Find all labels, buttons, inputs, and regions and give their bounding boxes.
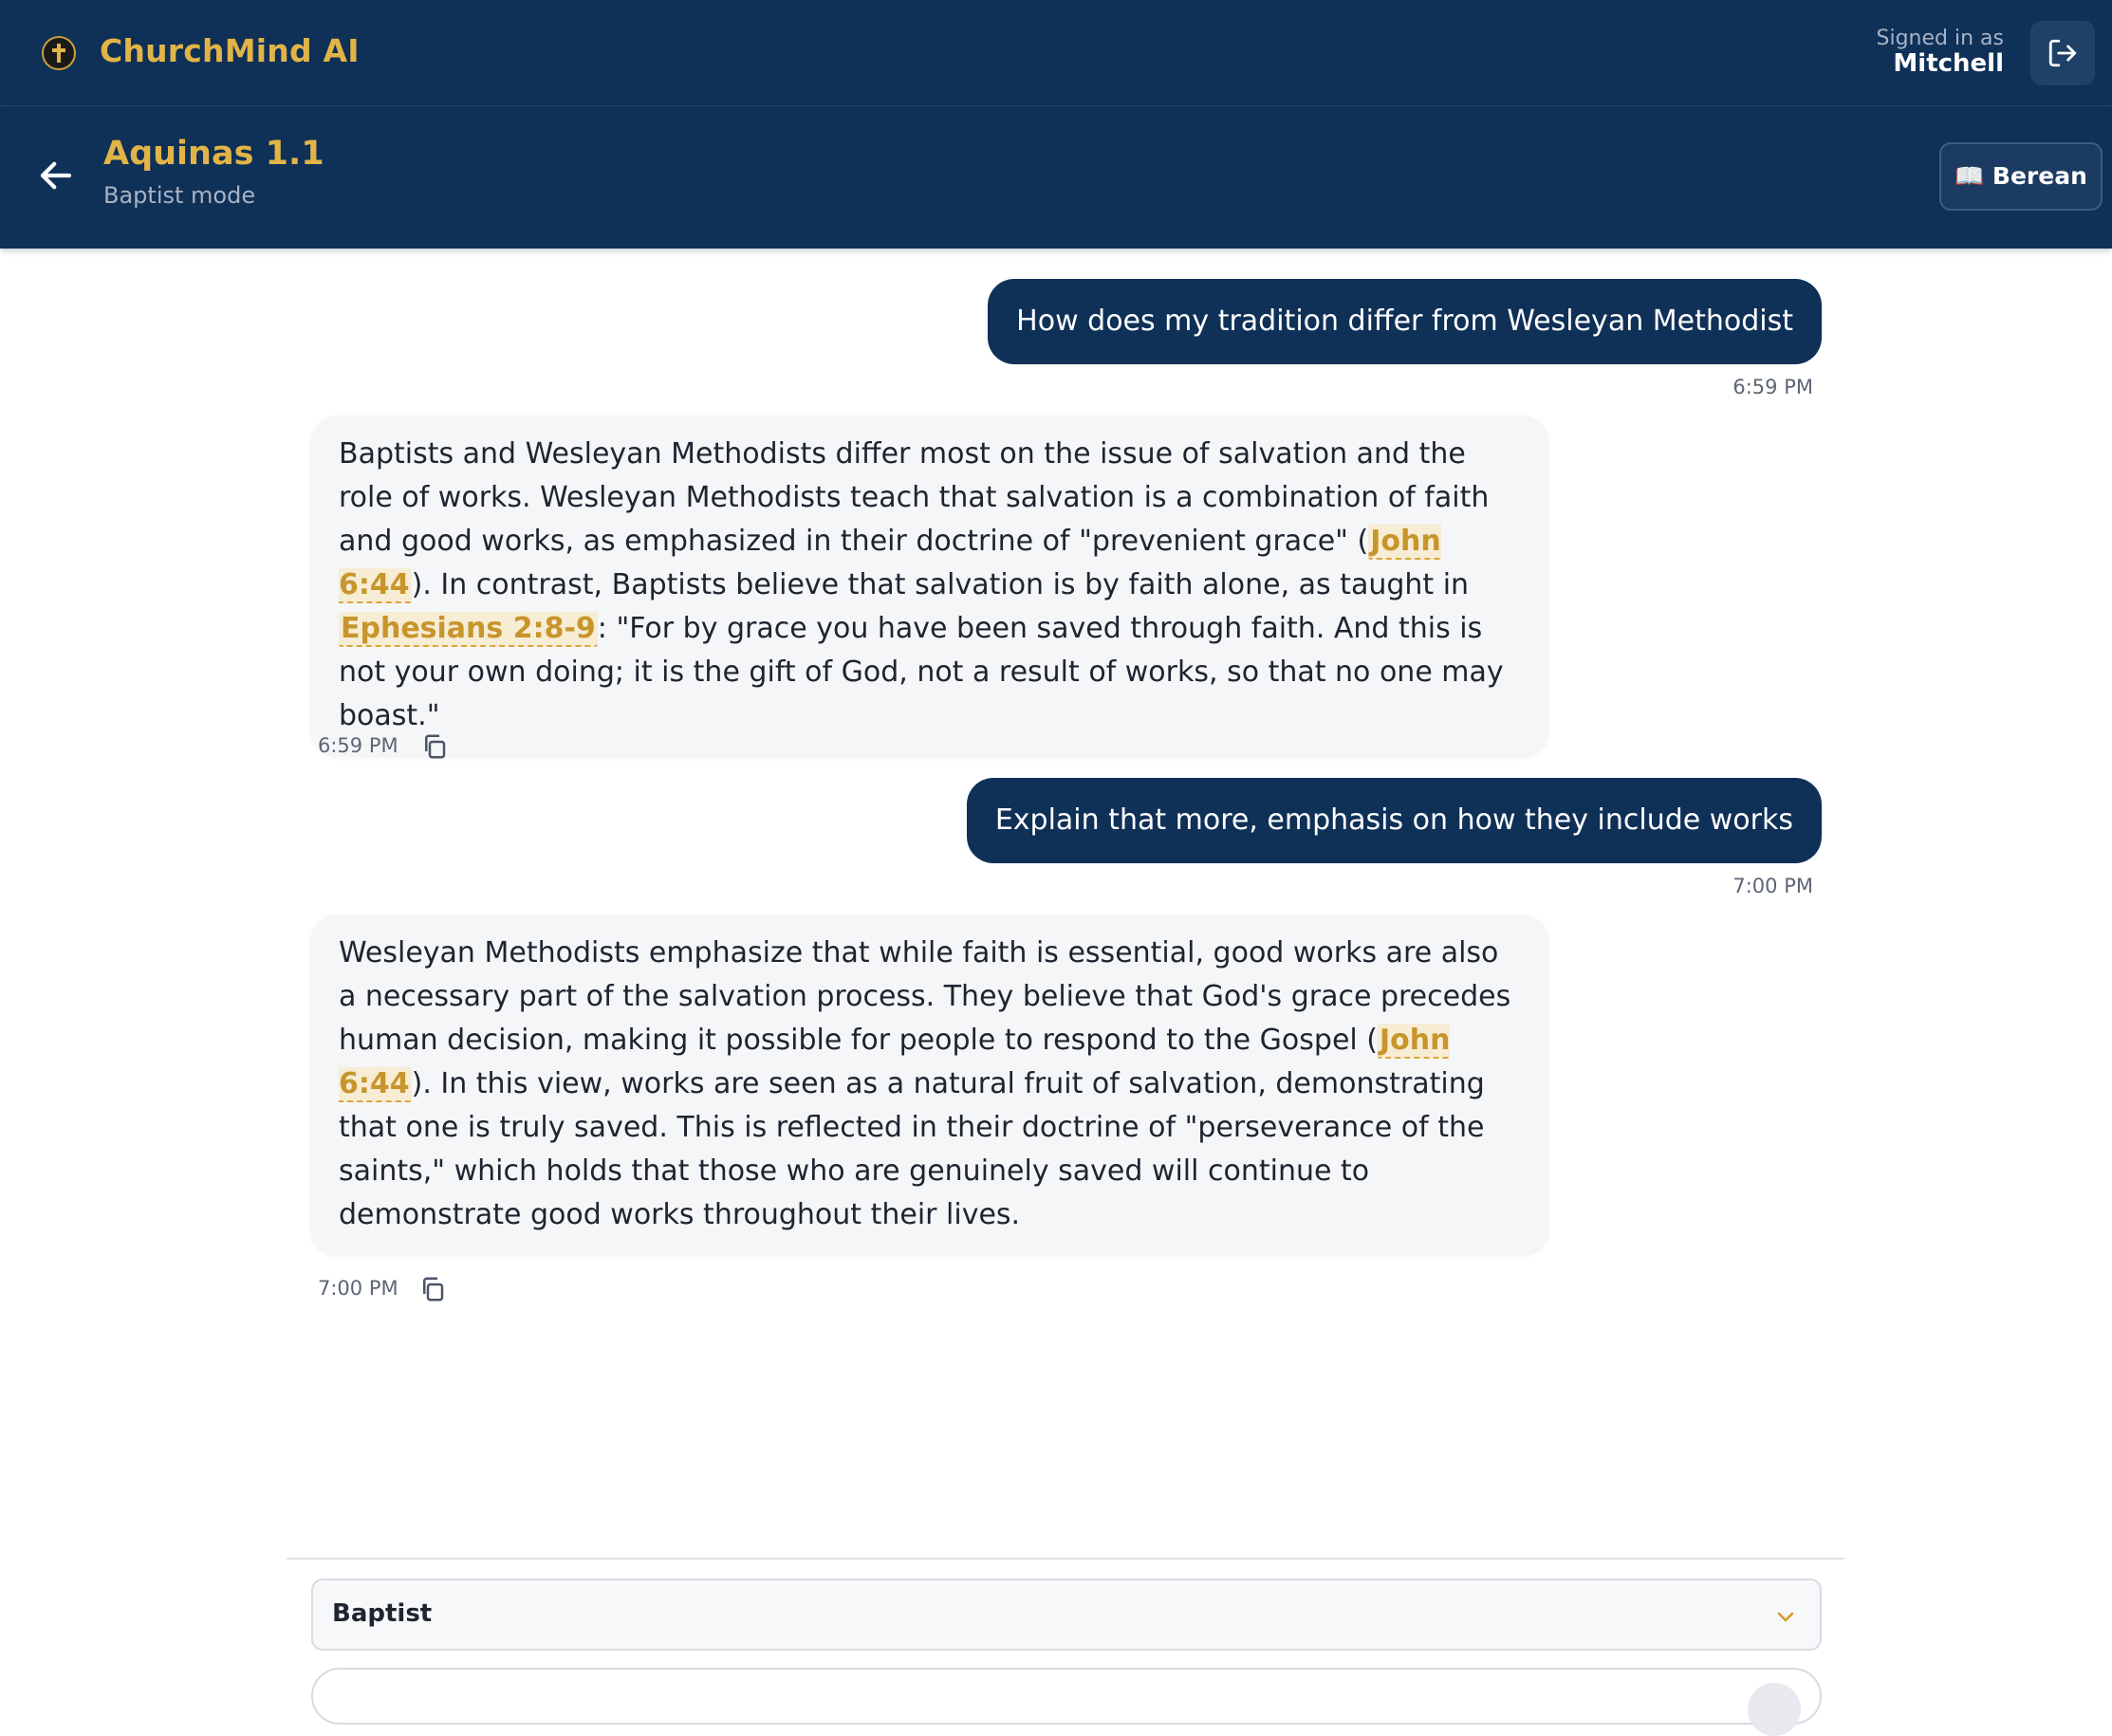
message-input[interactable] — [311, 1668, 1822, 1725]
model-title: Aquinas 1.1 — [103, 135, 324, 173]
scripture-reference[interactable]: John 6:44 — [339, 525, 1441, 601]
back-button[interactable] — [36, 156, 76, 195]
cross-icon — [42, 36, 76, 70]
message-text: Baptists and Wesleyan Methodists differ most on the issue of salvation and the role of works. Wesleyan Methodists teach that salvation is a combination of faith and good works, as emphasized in their doctrine of "prevenient grace" ( — [339, 437, 1490, 558]
logout-icon — [2047, 37, 2079, 69]
user-name: Mitchell — [1893, 49, 2004, 78]
scripture-reference[interactable]: Ephesians 2:8-9 — [341, 612, 596, 645]
message-text: Wesleyan Methodists emphasize that while faith is essential, good works are also a necessary part of the salvation process. They believe that God's grace precedes human decision, making it possible for people to respond to the Gospel ( — [339, 936, 1511, 1057]
app-name: ChurchMind AI — [100, 32, 360, 69]
send-button[interactable] — [1748, 1683, 1801, 1736]
message-text: : "For by grace you have been saved through faith. And this is not your own doing; it is the gift of God, not a result of works, so that no one may boast." — [339, 612, 1504, 732]
tradition-select[interactable] — [311, 1579, 1822, 1651]
copy-icon — [418, 1275, 447, 1303]
assistant-message — [311, 416, 1548, 755]
scripture-reference[interactable]: John 6:44 — [339, 1024, 1451, 1100]
message-text: ). In contrast, Baptists believe that salvation is by faith alone, as taught in — [411, 568, 1470, 601]
composer-divider — [287, 1558, 1844, 1560]
translation-button[interactable]: 📖 Berean — [1939, 142, 2103, 211]
logout-button[interactable] — [2030, 21, 2095, 85]
message-time: 7:00 PM — [318, 1277, 398, 1300]
user-message: Explain that more, emphasis on how they include works — [967, 778, 1822, 863]
tradition-selected-value: Baptist — [332, 1599, 433, 1628]
assistant-message — [311, 914, 1548, 1254]
copy-button[interactable] — [418, 1275, 447, 1303]
message-text: ). In this view, works are seen as a natural fruit of salvation, demonstrating that one is truly saved. This is reflected in their doctrine of "perseverance of the saints," which holds that those who are genuinely saved will continue to demonstrate good works throughout their lives. — [339, 1067, 1485, 1231]
message-time: 7:00 PM — [1732, 875, 1813, 897]
app-header — [0, 0, 2112, 106]
chat-header — [0, 106, 2112, 249]
message-time: 6:59 PM — [1732, 376, 1813, 398]
copy-icon — [420, 732, 449, 761]
arrow-left-icon — [36, 156, 76, 195]
user-message: How does my tradition differ from Wesleyan Methodist — [988, 279, 1822, 364]
copy-button[interactable] — [420, 732, 449, 761]
message-time: 6:59 PM — [318, 734, 398, 757]
signed-in-label: Signed in as — [1876, 27, 2004, 50]
mode-subtitle: Baptist mode — [103, 182, 256, 209]
chevron-down-icon — [1774, 1605, 1797, 1628]
